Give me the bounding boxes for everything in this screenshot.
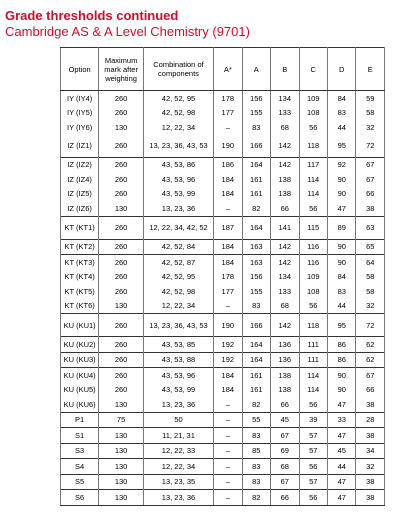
- page-subtitle: Cambridge AS & A Level Chemistry (9701): [5, 24, 250, 39]
- cell-combination: 43, 53, 96: [143, 368, 213, 383]
- cell-grade-e: 32: [356, 120, 385, 135]
- column-header-grade-b: B: [271, 48, 299, 91]
- cell-grade-a-star: 178: [214, 270, 242, 285]
- cell-grade-a: 82: [242, 201, 270, 216]
- cell-combination: 13, 23, 35: [143, 474, 213, 490]
- cell-grade-d: 45: [328, 443, 356, 459]
- cell-grade-d: 47: [328, 397, 356, 412]
- cell-grade-d: 83: [328, 106, 356, 121]
- cell-grade-c: 109: [299, 270, 327, 285]
- cell-grade-b: 68: [271, 120, 299, 135]
- table-body: [61, 91, 385, 506]
- cell-option: KT (KT1): [61, 216, 99, 239]
- cell-combination: 43, 53, 99: [143, 187, 213, 202]
- cell-grade-b: 138: [271, 172, 299, 187]
- cell-max-mark: 130: [99, 474, 144, 490]
- table-row: [61, 216, 385, 239]
- cell-combination: 42, 52, 95: [143, 91, 213, 106]
- table-row: [61, 172, 385, 187]
- cell-grade-a-star: –: [214, 490, 242, 506]
- cell-combination: 12, 22, 34, 42, 52: [143, 216, 213, 239]
- cell-max-mark: 260: [99, 157, 144, 172]
- cell-max-mark: 130: [99, 490, 144, 506]
- cell-grade-d: 95: [328, 135, 356, 158]
- cell-max-mark: 130: [99, 459, 144, 475]
- cell-grade-a-star: –: [214, 397, 242, 412]
- cell-grade-d: 44: [328, 299, 356, 314]
- cell-grade-d: 90: [328, 239, 356, 255]
- cell-grade-a: 164: [242, 157, 270, 172]
- cell-option: KT (KT5): [61, 284, 99, 299]
- cell-grade-b: 138: [271, 187, 299, 202]
- cell-grade-d: 90: [328, 255, 356, 270]
- cell-option: KU (KU3): [61, 352, 99, 368]
- cell-grade-e: 67: [356, 157, 385, 172]
- column-header-grade-e: E: [356, 48, 385, 91]
- cell-max-mark: 260: [99, 255, 144, 270]
- cell-grade-c: 109: [299, 91, 327, 106]
- cell-grade-c: 57: [299, 474, 327, 490]
- cell-grade-b: 142: [271, 239, 299, 255]
- cell-grade-c: 56: [299, 397, 327, 412]
- cell-option: KT (KT4): [61, 270, 99, 285]
- table-row: [61, 490, 385, 506]
- cell-grade-a-star: 184: [214, 172, 242, 187]
- cell-grade-d: 44: [328, 120, 356, 135]
- cell-combination: 43, 53, 88: [143, 352, 213, 368]
- cell-combination: 50: [143, 412, 213, 428]
- cell-grade-a-star: –: [214, 120, 242, 135]
- column-header-max-mark: Maximum mark after weighting: [99, 48, 144, 91]
- cell-option: IY (IY5): [61, 106, 99, 121]
- cell-grade-d: 95: [328, 314, 356, 337]
- cell-grade-e: 72: [356, 135, 385, 158]
- cell-grade-a: 163: [242, 255, 270, 270]
- cell-grade-c: 57: [299, 428, 327, 444]
- cell-grade-b: 142: [271, 135, 299, 158]
- cell-grade-e: 66: [356, 383, 385, 398]
- cell-grade-a: 83: [242, 459, 270, 475]
- cell-grade-b: 133: [271, 284, 299, 299]
- cell-grade-a: 161: [242, 172, 270, 187]
- cell-grade-b: 67: [271, 428, 299, 444]
- cell-grade-b: 66: [271, 201, 299, 216]
- cell-grade-b: 142: [271, 255, 299, 270]
- table-row: [61, 352, 385, 368]
- column-header-combination: Combination of components: [143, 48, 213, 91]
- cell-option: IZ (IZ1): [61, 135, 99, 158]
- cell-grade-e: 58: [356, 270, 385, 285]
- cell-grade-a-star: 190: [214, 135, 242, 158]
- cell-grade-e: 32: [356, 299, 385, 314]
- table-row: [61, 368, 385, 383]
- cell-grade-c: 108: [299, 106, 327, 121]
- cell-option: S5: [61, 474, 99, 490]
- cell-grade-c: 56: [299, 459, 327, 475]
- cell-grade-b: 136: [271, 352, 299, 368]
- cell-grade-c: 115: [299, 216, 327, 239]
- cell-grade-a: 83: [242, 474, 270, 490]
- cell-grade-e: 38: [356, 490, 385, 506]
- cell-grade-b: 133: [271, 106, 299, 121]
- cell-grade-a: 55: [242, 412, 270, 428]
- cell-combination: 12, 22, 34: [143, 120, 213, 135]
- cell-grade-c: 111: [299, 352, 327, 368]
- cell-grade-e: 59: [356, 91, 385, 106]
- column-header-grade-a-star: A*: [214, 48, 242, 91]
- cell-grade-d: 47: [328, 490, 356, 506]
- cell-grade-a-star: 184: [214, 383, 242, 398]
- cell-grade-a-star: 192: [214, 352, 242, 368]
- cell-grade-c: 56: [299, 490, 327, 506]
- table-row: [61, 314, 385, 337]
- table-header-row: [61, 48, 385, 91]
- cell-grade-d: 44: [328, 459, 356, 475]
- cell-grade-d: 90: [328, 383, 356, 398]
- cell-max-mark: 260: [99, 337, 144, 353]
- cell-grade-c: 116: [299, 239, 327, 255]
- cell-grade-a: 155: [242, 106, 270, 121]
- cell-combination: 42, 52, 98: [143, 284, 213, 299]
- cell-grade-d: 84: [328, 91, 356, 106]
- cell-grade-b: 138: [271, 368, 299, 383]
- cell-combination: 12, 22, 34: [143, 299, 213, 314]
- page-title: Grade thresholds continued: [5, 8, 179, 23]
- cell-grade-b: 138: [271, 383, 299, 398]
- cell-grade-e: 58: [356, 106, 385, 121]
- cell-grade-d: 89: [328, 216, 356, 239]
- cell-grade-b: 134: [271, 270, 299, 285]
- cell-grade-d: 90: [328, 368, 356, 383]
- cell-option: KT (KT2): [61, 239, 99, 255]
- cell-grade-a: 83: [242, 299, 270, 314]
- cell-grade-e: 72: [356, 314, 385, 337]
- cell-grade-c: 39: [299, 412, 327, 428]
- cell-combination: 43, 53, 96: [143, 172, 213, 187]
- column-header-grade-a: A: [242, 48, 270, 91]
- cell-grade-c: 56: [299, 201, 327, 216]
- cell-grade-a: 82: [242, 490, 270, 506]
- table-row: [61, 383, 385, 398]
- cell-grade-c: 114: [299, 187, 327, 202]
- cell-grade-d: 83: [328, 284, 356, 299]
- cell-option: S3: [61, 443, 99, 459]
- table-row: [61, 239, 385, 255]
- cell-max-mark: 260: [99, 383, 144, 398]
- cell-grade-a: 164: [242, 352, 270, 368]
- cell-option: S6: [61, 490, 99, 506]
- cell-grade-c: 57: [299, 443, 327, 459]
- cell-grade-a-star: –: [214, 299, 242, 314]
- cell-grade-b: 142: [271, 157, 299, 172]
- table-row: [61, 201, 385, 216]
- table-row: [61, 337, 385, 353]
- cell-option: IY (IY6): [61, 120, 99, 135]
- table-row: [61, 397, 385, 412]
- cell-option: KU (KU5): [61, 383, 99, 398]
- cell-option: KU (KU6): [61, 397, 99, 412]
- cell-grade-e: 63: [356, 216, 385, 239]
- cell-option: IZ (IZ4): [61, 172, 99, 187]
- cell-grade-d: 33: [328, 412, 356, 428]
- table-row: [61, 135, 385, 158]
- cell-max-mark: 260: [99, 314, 144, 337]
- cell-max-mark: 260: [99, 239, 144, 255]
- column-header-grade-c: C: [299, 48, 327, 91]
- cell-option: S1: [61, 428, 99, 444]
- cell-grade-c: 117: [299, 157, 327, 172]
- cell-grade-e: 58: [356, 284, 385, 299]
- cell-combination: 13, 23, 36: [143, 201, 213, 216]
- table-row: [61, 255, 385, 270]
- cell-option: KU (KU2): [61, 337, 99, 353]
- cell-grade-e: 67: [356, 368, 385, 383]
- cell-grade-a: 161: [242, 368, 270, 383]
- cell-grade-b: 45: [271, 412, 299, 428]
- table-row: [61, 474, 385, 490]
- cell-combination: 42, 52, 87: [143, 255, 213, 270]
- cell-grade-b: 68: [271, 459, 299, 475]
- cell-grade-d: 84: [328, 270, 356, 285]
- cell-grade-a: 164: [242, 337, 270, 353]
- cell-grade-a: 156: [242, 270, 270, 285]
- cell-grade-b: 67: [271, 474, 299, 490]
- cell-max-mark: 260: [99, 172, 144, 187]
- table-row: [61, 91, 385, 106]
- cell-max-mark: 130: [99, 443, 144, 459]
- cell-grade-e: 65: [356, 239, 385, 255]
- cell-grade-d: 86: [328, 337, 356, 353]
- cell-max-mark: 75: [99, 412, 144, 428]
- cell-option: P1: [61, 412, 99, 428]
- cell-grade-c: 56: [299, 299, 327, 314]
- cell-grade-a: 163: [242, 239, 270, 255]
- cell-grade-a-star: 190: [214, 314, 242, 337]
- cell-grade-e: 38: [356, 474, 385, 490]
- cell-grade-d: 47: [328, 474, 356, 490]
- cell-grade-d: 47: [328, 201, 356, 216]
- cell-option: S4: [61, 459, 99, 475]
- cell-grade-a: 83: [242, 428, 270, 444]
- cell-grade-e: 32: [356, 459, 385, 475]
- cell-grade-c: 114: [299, 368, 327, 383]
- cell-combination: 43, 53, 99: [143, 383, 213, 398]
- cell-grade-a-star: 177: [214, 106, 242, 121]
- cell-grade-a: 156: [242, 91, 270, 106]
- cell-max-mark: 260: [99, 352, 144, 368]
- table-row: [61, 187, 385, 202]
- cell-grade-a-star: 177: [214, 284, 242, 299]
- cell-combination: 43, 53, 85: [143, 337, 213, 353]
- column-header-grade-d: D: [328, 48, 356, 91]
- table-row: [61, 459, 385, 475]
- cell-combination: 12, 22, 34: [143, 459, 213, 475]
- cell-grade-a-star: 186: [214, 157, 242, 172]
- cell-grade-b: 141: [271, 216, 299, 239]
- cell-max-mark: 130: [99, 299, 144, 314]
- cell-grade-e: 38: [356, 201, 385, 216]
- cell-max-mark: 260: [99, 91, 144, 106]
- table-row: [61, 157, 385, 172]
- cell-grade-a: 164: [242, 216, 270, 239]
- cell-grade-a: 161: [242, 383, 270, 398]
- cell-grade-e: 34: [356, 443, 385, 459]
- cell-grade-e: 64: [356, 255, 385, 270]
- cell-grade-c: 114: [299, 383, 327, 398]
- cell-combination: 12, 22, 33: [143, 443, 213, 459]
- cell-option: KT (KT6): [61, 299, 99, 314]
- cell-grade-c: 111: [299, 337, 327, 353]
- cell-combination: 43, 53, 86: [143, 157, 213, 172]
- cell-max-mark: 130: [99, 397, 144, 412]
- cell-grade-a: 82: [242, 397, 270, 412]
- cell-option: IZ (IZ6): [61, 201, 99, 216]
- cell-grade-d: 47: [328, 428, 356, 444]
- cell-grade-d: 86: [328, 352, 356, 368]
- grade-thresholds-table: [60, 47, 385, 506]
- cell-grade-a-star: 184: [214, 255, 242, 270]
- cell-max-mark: 260: [99, 216, 144, 239]
- cell-max-mark: 260: [99, 106, 144, 121]
- cell-grade-a-star: –: [214, 201, 242, 216]
- cell-option: IZ (IZ5): [61, 187, 99, 202]
- cell-combination: 42, 52, 95: [143, 270, 213, 285]
- cell-grade-c: 56: [299, 120, 327, 135]
- cell-combination: 13, 23, 36, 43, 53: [143, 314, 213, 337]
- cell-combination: 13, 23, 36: [143, 490, 213, 506]
- cell-combination: 11, 21, 31: [143, 428, 213, 444]
- cell-grade-c: 118: [299, 314, 327, 337]
- cell-grade-e: 38: [356, 428, 385, 444]
- cell-option: IY (IY4): [61, 91, 99, 106]
- cell-grade-b: 66: [271, 490, 299, 506]
- cell-max-mark: 130: [99, 428, 144, 444]
- cell-combination: 13, 23, 36: [143, 397, 213, 412]
- cell-grade-a-star: 178: [214, 91, 242, 106]
- cell-grade-c: 108: [299, 284, 327, 299]
- cell-grade-a: 166: [242, 135, 270, 158]
- cell-grade-e: 62: [356, 337, 385, 353]
- cell-grade-d: 92: [328, 157, 356, 172]
- cell-option: IZ (IZ2): [61, 157, 99, 172]
- table-row: [61, 270, 385, 285]
- cell-grade-a: 166: [242, 314, 270, 337]
- cell-grade-b: 69: [271, 443, 299, 459]
- table-row: [61, 120, 385, 135]
- cell-grade-e: 67: [356, 172, 385, 187]
- cell-grade-a-star: –: [214, 428, 242, 444]
- cell-grade-b: 68: [271, 299, 299, 314]
- cell-option: KT (KT3): [61, 255, 99, 270]
- table-row: [61, 284, 385, 299]
- cell-grade-a-star: 184: [214, 239, 242, 255]
- table-row: [61, 412, 385, 428]
- cell-grade-d: 90: [328, 187, 356, 202]
- cell-grade-a-star: 187: [214, 216, 242, 239]
- table-row: [61, 443, 385, 459]
- cell-max-mark: 260: [99, 284, 144, 299]
- cell-option: KU (KU1): [61, 314, 99, 337]
- cell-max-mark: 260: [99, 270, 144, 285]
- cell-max-mark: 130: [99, 120, 144, 135]
- cell-combination: 13, 23, 36, 43, 53: [143, 135, 213, 158]
- cell-grade-b: 142: [271, 314, 299, 337]
- cell-grade-c: 116: [299, 255, 327, 270]
- cell-grade-c: 118: [299, 135, 327, 158]
- cell-grade-a-star: –: [214, 412, 242, 428]
- table-row: [61, 299, 385, 314]
- cell-grade-b: 134: [271, 91, 299, 106]
- cell-grade-b: 66: [271, 397, 299, 412]
- cell-grade-e: 28: [356, 412, 385, 428]
- cell-combination: 42, 52, 98: [143, 106, 213, 121]
- cell-grade-a-star: –: [214, 459, 242, 475]
- cell-grade-e: 62: [356, 352, 385, 368]
- cell-grade-c: 114: [299, 172, 327, 187]
- cell-combination: 42, 52, 84: [143, 239, 213, 255]
- column-header-option: Option: [61, 48, 99, 91]
- cell-grade-e: 66: [356, 187, 385, 202]
- cell-grade-d: 90: [328, 172, 356, 187]
- cell-max-mark: 260: [99, 135, 144, 158]
- cell-option: KU (KU4): [61, 368, 99, 383]
- cell-grade-a: 83: [242, 120, 270, 135]
- cell-grade-a-star: –: [214, 474, 242, 490]
- cell-grade-a: 161: [242, 187, 270, 202]
- cell-grade-a: 155: [242, 284, 270, 299]
- cell-grade-a-star: 192: [214, 337, 242, 353]
- cell-max-mark: 260: [99, 187, 144, 202]
- cell-max-mark: 130: [99, 201, 144, 216]
- table-row: [61, 106, 385, 121]
- cell-grade-a: 85: [242, 443, 270, 459]
- cell-grade-a-star: 184: [214, 187, 242, 202]
- table-row: [61, 428, 385, 444]
- cell-grade-a-star: –: [214, 443, 242, 459]
- cell-grade-b: 136: [271, 337, 299, 353]
- cell-grade-a-star: 184: [214, 368, 242, 383]
- cell-grade-e: 38: [356, 397, 385, 412]
- cell-max-mark: 260: [99, 368, 144, 383]
